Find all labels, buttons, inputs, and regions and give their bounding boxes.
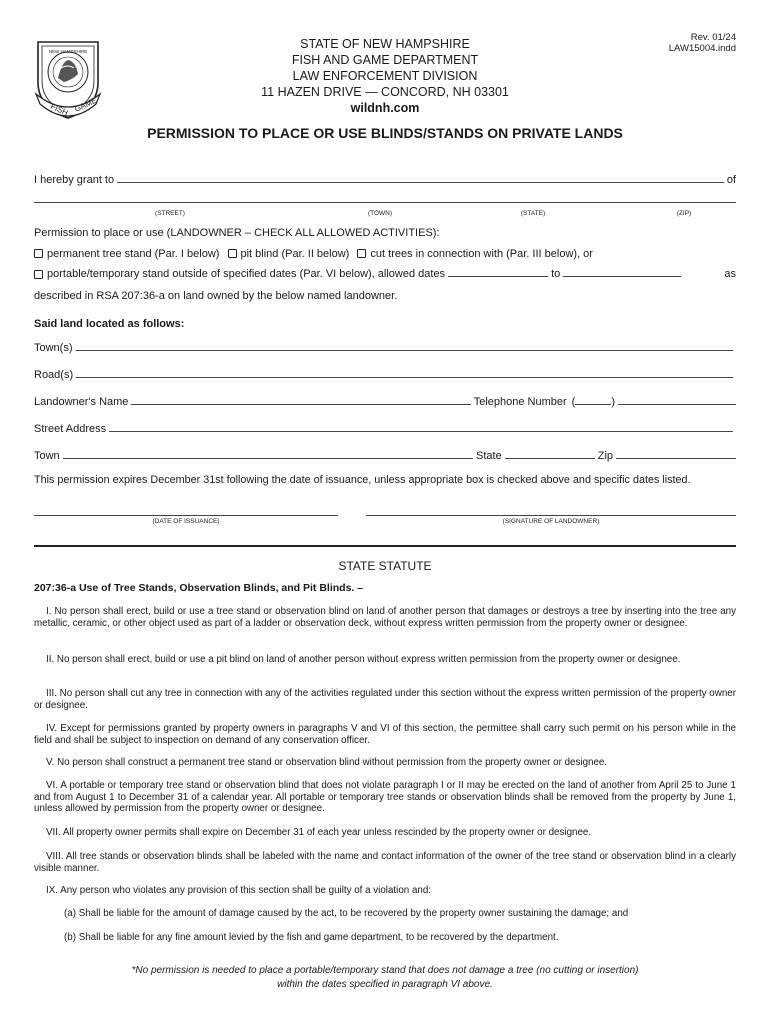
options-row-2 [34, 268, 736, 280]
svg-text:GAME: GAME [73, 95, 99, 114]
header-department: FISH AND GAME DEPARTMENT [291, 53, 479, 67]
statute-paragraph-9b: (b) Shall be liable for any fine amount levied by the fish and game department, to be recovered by the department. [64, 932, 559, 943]
option-portable-label: portable/temporary stand outside of specified dates (Par. VI below), allowed dates [47, 268, 446, 280]
statute-paragraph-4: IV. Except for permissions granted by property owners in paragraphs V and VI of this section, the permittee shall carry such permit on his person while in the field and shall be subject to inspection on demand of any conservation officer. [34, 723, 736, 746]
grantee-address-field[interactable] [34, 201, 736, 203]
town-label: Town [34, 450, 60, 462]
header-division: LAW ENFORCEMENT DIVISION [292, 69, 478, 83]
towns-field[interactable] [76, 349, 733, 351]
statute-paragraph-3: III. No person shall cut any tree in connection with any of the activities regulated under this section without the express written permission of the property owner or designee. [34, 688, 736, 711]
statute-section-title: 207:36-a Use of Tree Stands, Observation Blinds, and Pit Blinds. – [34, 582, 364, 594]
telephone-label: Telephone Number [473, 396, 567, 408]
statute-paragraph-6: VI. A portable or temporary tree stand or observation blind that does not violate paragraph I or II may be erected on the land of another from April 25 to June 1 and from August 1 to December 31 of a calendar year. All portable or temporary tree stands or observation blinds shall be removed from the property by June 1, unless allowed by permission from the property owner or designee. [34, 780, 736, 814]
town-state-zip-row [34, 450, 736, 462]
file-name: LAW15004.indd [668, 43, 736, 54]
header-state: STATE OF NEW HAMPSHIRE [300, 37, 470, 51]
towns-label: Town(s) [34, 342, 73, 354]
caption-state: (STATE) [520, 210, 546, 217]
date-of-issuance-caption: (DATE OF ISSUANCE) [152, 518, 220, 525]
caption-zip: (ZIP) [676, 210, 692, 217]
header-address: 11 HAZEN DRIVE — CONCORD, NH 03301 [261, 85, 509, 99]
revision-date: Rev. 01/24 [690, 32, 736, 43]
zip-field[interactable] [616, 457, 736, 459]
checkbox-pit-blind[interactable] [228, 249, 237, 258]
statute-paragraph-8: VIII. All tree stands or observation blinds shall be labeled with the name and contact information of the owner of the tree stand or observation blind in a clearly visible manner. [34, 851, 736, 874]
checkbox-portable-stand[interactable] [34, 270, 43, 279]
as-label: as [724, 268, 736, 280]
section-divider [34, 545, 736, 547]
street-address-row [34, 423, 736, 435]
checkbox-permanent-stand[interactable] [34, 249, 43, 258]
allowed-date-to-field[interactable] [563, 275, 681, 277]
grantee-name-field[interactable] [117, 181, 724, 183]
statute-paragraph-5: V. No person shall construct a permanent tree stand or observation blind without permission from the property owner or designee. [46, 757, 608, 768]
svg-text:NEW HAMPSHIRE: NEW HAMPSHIRE [48, 49, 88, 54]
svg-text:FISH: FISH [49, 101, 70, 118]
tel-open-paren: ( [571, 396, 576, 408]
landowner-name-label: Landowner's Name [34, 396, 129, 408]
roads-row [34, 369, 736, 381]
options-row-1 [34, 248, 736, 260]
statute-paragraph-2: II. No person shall erect, build or use a pit blind on land of another person without express written permission from the property owner or designee. [46, 654, 681, 665]
said-land-heading: Said land located as follows: [34, 318, 185, 330]
zip-label: Zip [597, 450, 613, 462]
tel-close-paren: ) [611, 396, 615, 408]
landowner-name-field[interactable] [131, 403, 470, 405]
option-pit-label: pit blind (Par. II below) [240, 248, 350, 260]
header-website[interactable]: wildnh.com [350, 101, 420, 115]
caption-street: (STREET) [155, 210, 185, 217]
statute-paragraph-7: VII. All property owner permits shall expire on December 31 of each year unless rescinded by the property owner or designee. [46, 827, 592, 838]
fish-game-seal-logo [32, 38, 104, 120]
roads-label: Road(s) [34, 369, 74, 381]
landowner-signature-field[interactable] [366, 514, 736, 516]
form-title: PERMISSION TO PLACE OR USE BLINDS/STANDS ON PRIVATE LANDS [147, 125, 623, 141]
statute-paragraph-1: I. No person shall erect, build or use a tree stand or observation blind on land of another person that damages or destroys a tree by inserting into the tree any metallic, ceramic, or other object used as part of a ladder or observation deck, without express written permission from the property owner or designee. [34, 606, 736, 629]
street-address-label: Street Address [34, 423, 107, 435]
towns-row [34, 342, 736, 354]
described-text: described in RSA 207:36-a on land owned by the below named landowner. [34, 290, 398, 302]
option-cut-label: cut trees in connection with (Par. III below), or [370, 248, 593, 260]
grant-label: I hereby grant to [34, 174, 115, 186]
telephone-number-field[interactable] [618, 403, 736, 405]
footnote [0, 964, 770, 992]
roads-field[interactable] [76, 376, 733, 378]
checkbox-cut-trees[interactable] [357, 249, 366, 258]
grant-row [34, 174, 736, 186]
statute-heading: STATE STATUTE [338, 559, 432, 573]
footnote-line-2: within the dates specified in paragraph VI above. [277, 979, 493, 990]
allowed-date-from-field[interactable] [448, 275, 548, 277]
footnote-line-1: *No permission is needed to place a portable/temporary stand that does not damage a tree (no cutting or insertion) [131, 965, 639, 976]
date-of-issuance-field[interactable] [34, 514, 338, 516]
grantee-address-row [34, 201, 736, 206]
revision-info [669, 32, 736, 54]
statute-paragraph-9: IX. Any person who violates any provision of this section shall be guilty of a violation and: [46, 885, 432, 896]
state-label: State [476, 450, 502, 462]
option-permanent-label: permanent tree stand (Par. I below) [47, 248, 220, 260]
to-label: to [551, 268, 561, 280]
street-address-field[interactable] [109, 430, 733, 432]
expiration-note: This permission expires December 31st following the date of issuance, unless appropriate box is checked above and specific dates listed. [34, 474, 691, 486]
state-field[interactable] [505, 457, 595, 459]
caption-town: (TOWN) [367, 210, 393, 217]
of-label: of [726, 174, 736, 186]
telephone-area-code-field[interactable] [575, 403, 611, 405]
landowner-signature-caption: (SIGNATURE OF LANDOWNER) [502, 518, 600, 525]
permission-label: Permission to place or use (LANDOWNER – CHECK ALL ALLOWED ACTIVITIES): [34, 227, 440, 239]
town-field[interactable] [63, 457, 473, 459]
landowner-row [34, 396, 736, 408]
statute-paragraph-9a: (a) Shall be liable for the amount of damage caused by the act, to be recovered by the property owner sustaining the damage; and [64, 908, 629, 919]
